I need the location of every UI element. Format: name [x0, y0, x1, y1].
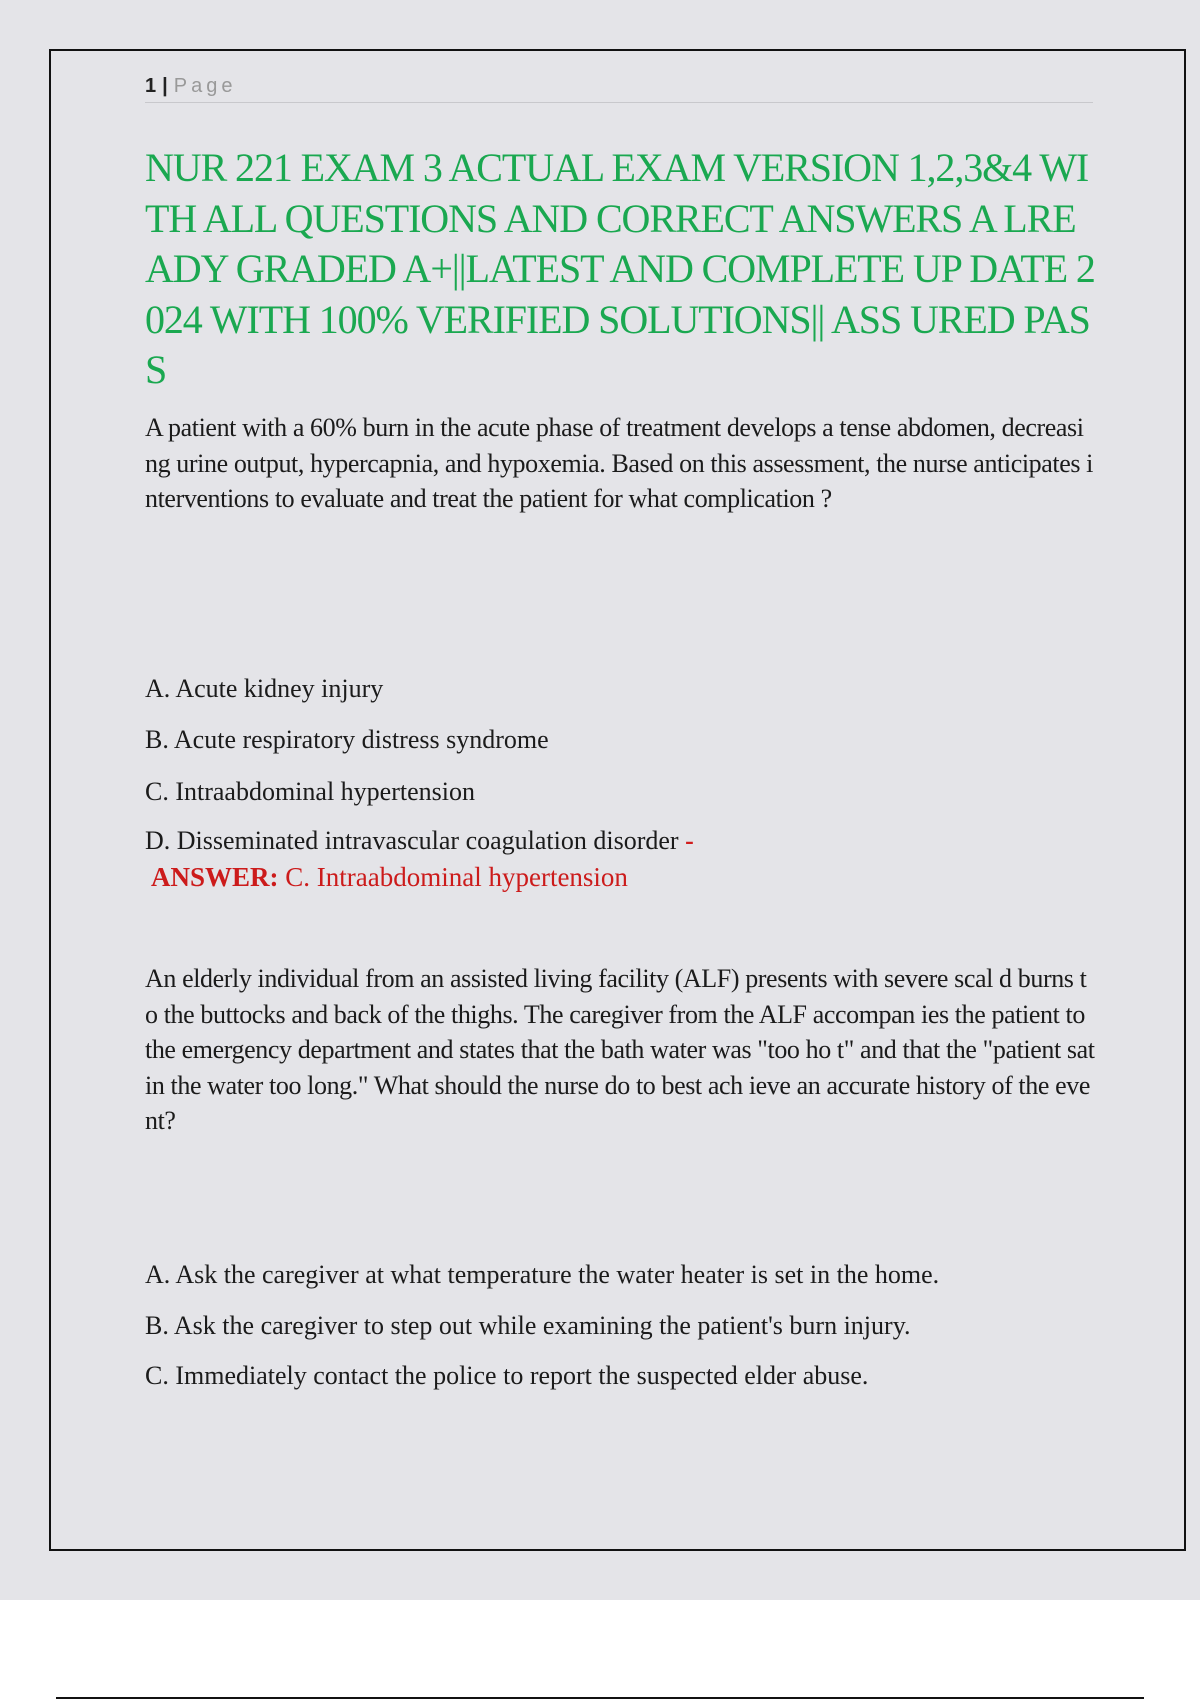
question-2-option-b: B. Ask the caregiver to step out while examining the patient's burn injury.: [145, 1311, 911, 1340]
question-1-option-c: C. Intraabdominal hypertension: [145, 777, 475, 806]
question-1-answer: [151, 860, 628, 894]
answer-value: C. Intraabdominal hypertension: [285, 862, 628, 892]
question-1-option-d-text: D. Disseminated intravascular coagulation disorder: [145, 826, 679, 855]
question-2-option-a: A. Ask the caregiver at what temperature the water heater is set in the home.: [145, 1260, 940, 1289]
question-1-text: A patient with a 60% burn in the acute phase of treatment develops a tense abdomen, decreasing urine output, hypercapnia, and hypoxemia. Based on this assessment, the nurse anticipates interventions to evaluate and treat the patient for what complication ?: [145, 413, 1094, 513]
question-2-text: An elderly individual from an assisted living facility (ALF) presents with severe scal d burns to the buttocks and back of the thighs. The caregiver from the ALF accompan ies the patient to the emergency department and states that the bath water was "too ho t" and that the "patient sat in the water too long." What should the nurse do to best ach ieve an accurate history of the event?: [145, 964, 1095, 1135]
next-page-rule: [56, 1697, 1144, 1699]
answer-label: ANSWER:: [151, 862, 279, 892]
page-header: [145, 74, 1093, 103]
question-1-option-a: A. Acute kidney injury: [145, 674, 384, 703]
document-title: NUR 221 EXAM 3 ACTUAL EXAM VERSION 1,2,3&4 WITH ALL QUESTIONS AND CORRECT ANSWERS A LREADY GRADED A+||LATEST AND COMPLETE UP DATE 2024 WITH 100% VERIFIED SOLUTIONS|| ASS URED PASS: [145, 145, 1095, 392]
page-number: 1: [145, 75, 157, 97]
question-2-option-c: C. Immediately contact the police to report the suspected elder abuse.: [145, 1361, 869, 1390]
header-separator: |: [162, 75, 168, 97]
question-1-option-b: B. Acute respiratory distress syndrome: [145, 725, 549, 754]
page-label: Page: [173, 75, 237, 97]
answer-dash: -: [685, 826, 694, 855]
question-1-option-d: [145, 824, 1095, 858]
